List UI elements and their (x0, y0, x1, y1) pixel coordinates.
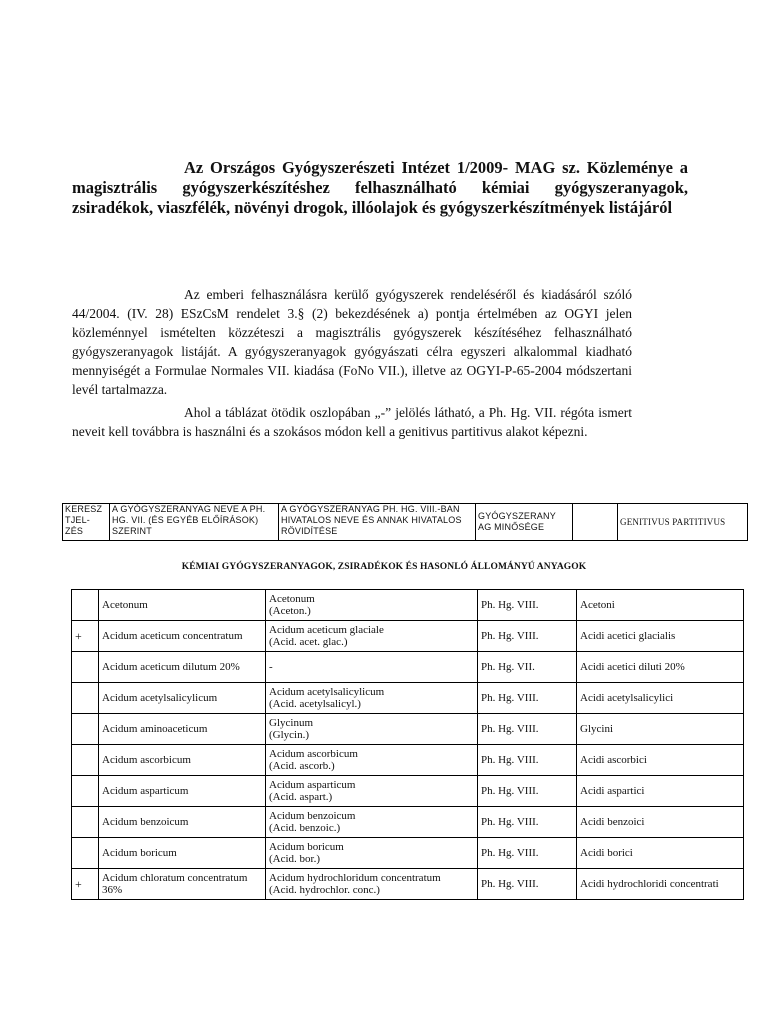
table-row (72, 683, 744, 714)
official-name: Acidum boricum (269, 841, 344, 853)
row-name-ph7: Acidum aceticum dilutum 20% (99, 652, 266, 683)
row-quality: Ph. Hg. VIII. (478, 838, 577, 869)
table-row (72, 776, 744, 807)
row-name-ph8 (266, 590, 478, 621)
official-name: Acidum benzoicum (269, 810, 356, 822)
official-name: Acidum acetylsalicylicum (269, 686, 385, 698)
row-genitive: Acidi benzoici (577, 807, 744, 838)
row-mark (72, 683, 99, 714)
row-mark (72, 652, 99, 683)
official-abbreviation: (Aceton.) (269, 605, 311, 617)
row-name-ph7: Acidum aceticum concentratum (99, 621, 266, 652)
official-name: Acidum aceticum glaciale (269, 624, 384, 636)
row-genitive: Acidi hydrochloridi concentrati (577, 869, 744, 900)
table-row (72, 807, 744, 838)
table-row (72, 590, 744, 621)
official-abbreviation: (Acid. aspart.) (269, 791, 333, 803)
official-abbreviation: (Glycin.) (269, 729, 310, 741)
intro-paragraph: Az emberi felhasználásra kerülő gyógyszerek rendeléséről és kiadásáról szóló 44/2004. (IV. 28) ESzCsM rendelet 3.§ (2) bekezdésének a) pontja értelmében az OGYI jelen közleménnyel ismételten közzéteszi a magisztrális gyógyszerek készítéséhez felhasználható gyógyszeranyagok listáját. A gyógyszeranyagok gyógyászati célra egyszeri alkalommal kiadható mennyiségét a Formulae Normales VII. kiadása (FoNo VII.), illetve az OGYI-P-65-2004 módszertani levél tartalmazza. (72, 287, 632, 397)
official-name: Acetonum (269, 593, 315, 605)
table-row (72, 838, 744, 869)
row-name-ph7: Acidum aminoaceticum (99, 714, 266, 745)
row-genitive: Acidi borici (577, 838, 744, 869)
row-genitive: Acidi ascorbici (577, 745, 744, 776)
official-abbreviation: (Acid. hydrochlor. conc.) (269, 884, 380, 896)
row-mark (72, 745, 99, 776)
official-name: Glycinum (269, 717, 313, 729)
row-quality: Ph. Hg. VIII. (478, 776, 577, 807)
row-genitive: Acidi acetici glacialis (577, 621, 744, 652)
row-quality: Ph. Hg. VIII. (478, 745, 577, 776)
row-quality: Ph. Hg. VIII. (478, 590, 577, 621)
header-genitive: GENITIVUS PARTITIVUS (618, 504, 748, 541)
document-title: Az Országos Gyógyszerészeti Intézet 1/2009- MAG sz. Közleménye a magisztrális gyógyszerkészítéshez felhasználható kémiai gyógyszeranyagok, zsiradékok, viaszfélék, növényi drogok, illóolajok és gyógyszerkészítmények listájáról (72, 158, 688, 217)
header-quality: GYÓGYSZERANY AG MINŐSÉGE (476, 504, 573, 541)
row-name-ph7: Acidum asparticum (99, 776, 266, 807)
official-abbreviation: (Acid. acetylsalicyl.) (269, 698, 361, 710)
row-name-ph7: Acidum acetylsalicylicum (99, 683, 266, 714)
row-name-ph8 (266, 652, 478, 683)
official-abbreviation: (Acid. ascorb.) (269, 760, 335, 772)
table-row (72, 869, 744, 900)
row-genitive: Acidi acetici diluti 20% (577, 652, 744, 683)
official-abbreviation: (Acid. bor.) (269, 853, 321, 865)
row-quality: Ph. Hg. VIII. (478, 807, 577, 838)
row-genitive: Acetoni (577, 590, 744, 621)
header-mark: KERESZ TJEL-ZÉS (63, 504, 110, 541)
row-name-ph8 (266, 869, 478, 900)
header-name-ph8: A GYÓGYSZERANYAG PH. HG. VIII.-BAN HIVATALOS NEVE ÉS ANNAK HIVATALOS RÖVIDÍTÉSE (279, 504, 476, 541)
row-mark (72, 776, 99, 807)
row-genitive: Glycini (577, 714, 744, 745)
table-row (72, 745, 744, 776)
row-quality: Ph. Hg. VIII. (478, 621, 577, 652)
row-name-ph7: Acidum boricum (99, 838, 266, 869)
row-genitive: Acidi acetylsalicylici (577, 683, 744, 714)
row-mark: + (72, 621, 99, 652)
row-name-ph8 (266, 745, 478, 776)
official-name: Acidum hydrochloridum concentratum (269, 872, 441, 884)
row-name-ph8 (266, 714, 478, 745)
row-name-ph7: Acidum benzoicum (99, 807, 266, 838)
official-abbreviation: (Acid. benzoic.) (269, 822, 341, 834)
table-row (72, 621, 744, 652)
official-name: Acidum asparticum (269, 779, 356, 791)
official-name: Acidum ascorbicum (269, 748, 358, 760)
row-quality: Ph. Hg. VIII. (478, 869, 577, 900)
row-name-ph8 (266, 776, 478, 807)
row-name-ph7: Acidum chloratum concentratum 36% (99, 869, 266, 900)
header-name-ph7: A GYÓGYSZERANYAG NEVE A PH. HG. VII. (ÉS EGYÉB ELŐÍRÁSOK) SZERINT (110, 504, 279, 541)
table-row (72, 714, 744, 745)
row-mark (72, 590, 99, 621)
column-header-table (62, 503, 748, 541)
note-paragraph: Ahol a táblázat ötödik oszlopában „-” jelölés látható, a Ph. Hg. VII. régóta ismert neveit kell továbbra is használni és a szokásos módon kell a genitivus partitivus alakot képezni. (72, 405, 632, 439)
row-quality: Ph. Hg. VII. (478, 652, 577, 683)
header-empty (573, 504, 618, 541)
row-quality: Ph. Hg. VIII. (478, 683, 577, 714)
row-mark: + (72, 869, 99, 900)
row-name-ph8 (266, 838, 478, 869)
substance-table (71, 589, 744, 900)
row-name-ph8 (266, 807, 478, 838)
official-abbreviation: (Acid. acet. glac.) (269, 636, 348, 648)
row-name-ph8 (266, 621, 478, 652)
row-mark (72, 714, 99, 745)
official-name: - (269, 661, 273, 673)
section-title: KÉMIAI GYÓGYSZERANYAGOK, ZSIRADÉKOK ÉS HASONLÓ ÁLLOMÁNYÚ ANYAGOK (181, 562, 587, 572)
row-genitive: Acidi aspartici (577, 776, 744, 807)
row-quality: Ph. Hg. VIII. (478, 714, 577, 745)
row-name-ph7: Acetonum (99, 590, 266, 621)
row-mark (72, 838, 99, 869)
row-name-ph7: Acidum ascorbicum (99, 745, 266, 776)
row-name-ph8 (266, 683, 478, 714)
table-row (72, 652, 744, 683)
row-mark (72, 807, 99, 838)
